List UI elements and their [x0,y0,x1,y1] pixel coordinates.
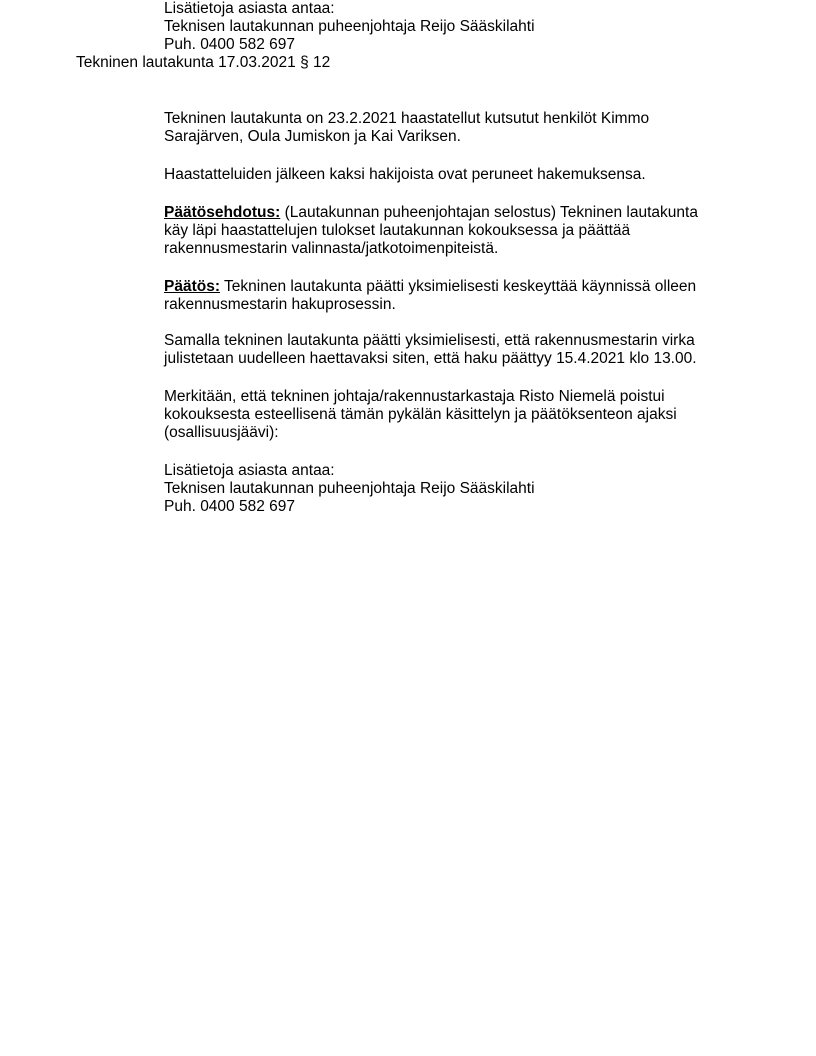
section-heading: Tekninen lautakunta 17.03.2021 § 12 [76,54,331,71]
contact-intro: Lisätietoja asiasta antaa: [164,462,335,479]
paragraph-line: Haastatteluiden jälkeen kaksi hakijoista ovat peruneet hakemuksensa. [164,166,646,183]
paragraph-line: Sarajärven, Oula Jumiskon ja Kai Variksen. [164,128,461,145]
decision-text: Tekninen lautakunta päätti yksimielisesti keskeyttää käynnissä olleen [220,278,697,295]
paragraph-line: käy läpi haastattelujen tulokset lautakunnan kokouksessa ja päättää [164,222,631,239]
proposal-line [164,204,698,222]
decision-label: Päätös: [164,278,220,295]
decision-line [164,278,696,296]
paragraph-line: Tekninen lautakunta on 23.2.2021 haastatellut kutsutut henkilöt Kimmo [164,110,650,127]
contact-person: Teknisen lautakunnan puheenjohtaja Reijo Sääskilahti [164,18,535,35]
contact-person: Teknisen lautakunnan puheenjohtaja Reijo Sääskilahti [164,480,535,497]
paragraph-line: Samalla tekninen lautakunta päätti yksimielisesti, että rakennusmestarin virka [164,332,695,349]
proposal-text: (Lautakunnan puheenjohtajan selostus) Tekninen lautakunta [280,204,698,221]
proposal-label: Päätösehdotus: [164,204,281,221]
paragraph-line: rakennusmestarin valinnasta/jatkotoimenpiteistä. [164,240,499,257]
contact-phone: Puh. 0400 582 697 [164,498,296,515]
paragraph-line: Merkitään, että tekninen johtaja/rakennustarkastaja Risto Niemelä poistui [164,388,665,405]
paragraph-line: julistetaan uudelleen haettavaksi siten, että haku päättyy 15.4.2021 klo 13.00. [164,350,697,367]
contact-phone: Puh. 0400 582 697 [164,36,296,53]
paragraph-line: (osallisuusjäävi): [164,424,279,441]
paragraph-line: kokouksesta esteellisenä tämän pykälän käsittelyn ja päätöksenteon ajaksi [164,406,677,423]
contact-intro: Lisätietoja asiasta antaa: [164,0,335,17]
paragraph-line: rakennusmestarin hakuprosessin. [164,296,396,313]
